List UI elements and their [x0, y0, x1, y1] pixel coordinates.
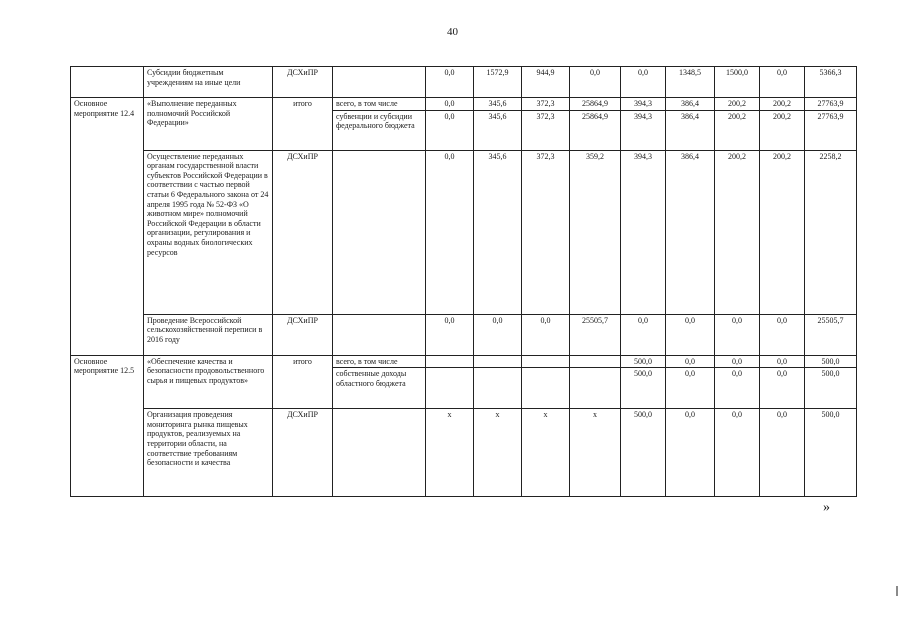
- value-cell: 200,2: [760, 98, 805, 111]
- value-cell: [426, 368, 474, 409]
- value-cell: 25505,7: [805, 314, 857, 355]
- value-cell: 0,0: [474, 314, 522, 355]
- value-cell: 0,0: [715, 368, 760, 409]
- value-cell: 345,6: [474, 110, 522, 150]
- page-number: 40: [447, 26, 458, 38]
- value-cell: 2258,2: [805, 150, 857, 314]
- value-cell: [570, 368, 621, 409]
- value-cell: 500,0: [805, 368, 857, 409]
- table-row: [71, 355, 857, 368]
- value-cell: [522, 368, 570, 409]
- value-cell: 0,0: [666, 409, 715, 497]
- value-cell: 500,0: [805, 355, 857, 368]
- funding-source-cell: всего, в том числе: [333, 355, 426, 368]
- value-cell: 25864,9: [570, 110, 621, 150]
- value-cell: х: [426, 409, 474, 497]
- value-cell: 345,6: [474, 150, 522, 314]
- executor-cell: итого: [273, 98, 333, 151]
- value-cell: 500,0: [621, 409, 666, 497]
- value-cell: 0,0: [715, 355, 760, 368]
- event-cell: Основное мероприятие 12.4: [71, 98, 144, 356]
- executor-cell: итого: [273, 355, 333, 409]
- value-cell: [570, 355, 621, 368]
- value-cell: 0,0: [760, 67, 805, 98]
- value-cell: 0,0: [666, 314, 715, 355]
- value-cell: 386,4: [666, 110, 715, 150]
- value-cell: 500,0: [621, 355, 666, 368]
- value-cell: 0,0: [522, 314, 570, 355]
- value-cell: 359,2: [570, 150, 621, 314]
- value-cell: 394,3: [621, 150, 666, 314]
- value-cell: 386,4: [666, 98, 715, 111]
- value-cell: 25505,7: [570, 314, 621, 355]
- executor-cell: ДСХиПР: [273, 409, 333, 497]
- value-cell: 200,2: [715, 150, 760, 314]
- measure-name-cell: «Выполнение переданных полномочий Российской Федерации»: [144, 98, 273, 151]
- funding-source-cell: [333, 150, 426, 314]
- value-cell: 0,0: [621, 314, 666, 355]
- funding-source-cell: собственные доходы областного бюджета: [333, 368, 426, 409]
- value-cell: 0,0: [426, 314, 474, 355]
- measure-name-cell: Проведение Всероссийской сельскохозяйственной переписи в 2016 году: [144, 314, 273, 355]
- measure-name-cell: Субсидии бюджетным учреждениям на иные цели: [144, 67, 273, 98]
- value-cell: 500,0: [805, 409, 857, 497]
- value-cell: 386,4: [666, 150, 715, 314]
- value-cell: 0,0: [715, 409, 760, 497]
- value-cell: 200,2: [715, 98, 760, 111]
- value-cell: 0,0: [426, 98, 474, 111]
- value-cell: 25864,9: [570, 98, 621, 111]
- value-cell: 200,2: [760, 110, 805, 150]
- table-row: [71, 150, 857, 314]
- value-cell: 345,6: [474, 98, 522, 111]
- value-cell: 0,0: [760, 409, 805, 497]
- measure-name-cell: Осуществление переданных органам государственной власти субъектов Российской Федерации в соответствии с частью первой статьи 6 Федерального закона от 24 апреля 1995 года № 52-ФЗ «О животном мире» полномочий Российской Федерации в области организации, регулирования и охраны водных биологических ресурсов: [144, 150, 273, 314]
- executor-cell: ДСХиПР: [273, 67, 333, 98]
- event-cell: Основное мероприятие 12.5: [71, 355, 144, 497]
- table-row: [71, 409, 857, 497]
- value-cell: 0,0: [426, 150, 474, 314]
- value-cell: 0,0: [666, 355, 715, 368]
- value-cell: 27763,9: [805, 98, 857, 111]
- funding-source-cell: [333, 314, 426, 355]
- executor-cell: ДСХиПР: [273, 150, 333, 314]
- table-row: [71, 98, 857, 111]
- value-cell: 0,0: [715, 314, 760, 355]
- value-cell: 1572,9: [474, 67, 522, 98]
- value-cell: 5366,3: [805, 67, 857, 98]
- measure-name-cell: Организация проведения мониторинга рынка пищевых продуктов, реализуемых на территории области, на соответствие требованиям безопасности и качества: [144, 409, 273, 497]
- value-cell: 0,0: [426, 67, 474, 98]
- value-cell: [522, 355, 570, 368]
- table-row: [71, 67, 857, 98]
- value-cell: 500,0: [621, 368, 666, 409]
- value-cell: 200,2: [715, 110, 760, 150]
- value-cell: 0,0: [760, 314, 805, 355]
- value-cell: 1500,0: [715, 67, 760, 98]
- funding-source-cell: всего, в том числе: [333, 98, 426, 111]
- funding-source-cell: субвенции и субсидии федерального бюджета: [333, 110, 426, 150]
- scan-artifact: [896, 586, 898, 596]
- value-cell: 0,0: [621, 67, 666, 98]
- value-cell: 27763,9: [805, 110, 857, 150]
- value-cell: 0,0: [426, 110, 474, 150]
- value-cell: 1348,5: [666, 67, 715, 98]
- executor-cell: ДСХиПР: [273, 314, 333, 355]
- value-cell: 0,0: [570, 67, 621, 98]
- value-cell: х: [474, 409, 522, 497]
- value-cell: х: [570, 409, 621, 497]
- event-cell: [71, 67, 144, 98]
- value-cell: [474, 368, 522, 409]
- value-cell: 394,3: [621, 110, 666, 150]
- table-row: [71, 314, 857, 355]
- value-cell: 372,3: [522, 110, 570, 150]
- value-cell: 372,3: [522, 98, 570, 111]
- continuation-mark: »: [823, 500, 830, 515]
- measure-name-cell: «Обеспечение качества и безопасности продовольственного сырья и пищевых продуктов»: [144, 355, 273, 409]
- value-cell: 372,3: [522, 150, 570, 314]
- funding-source-cell: [333, 67, 426, 98]
- funding-source-cell: [333, 409, 426, 497]
- value-cell: 0,0: [760, 355, 805, 368]
- value-cell: 394,3: [621, 98, 666, 111]
- value-cell: 200,2: [760, 150, 805, 314]
- value-cell: 0,0: [666, 368, 715, 409]
- value-cell: х: [522, 409, 570, 497]
- budget-table: [70, 66, 857, 497]
- value-cell: [426, 355, 474, 368]
- value-cell: 0,0: [760, 368, 805, 409]
- value-cell: [474, 355, 522, 368]
- value-cell: 944,9: [522, 67, 570, 98]
